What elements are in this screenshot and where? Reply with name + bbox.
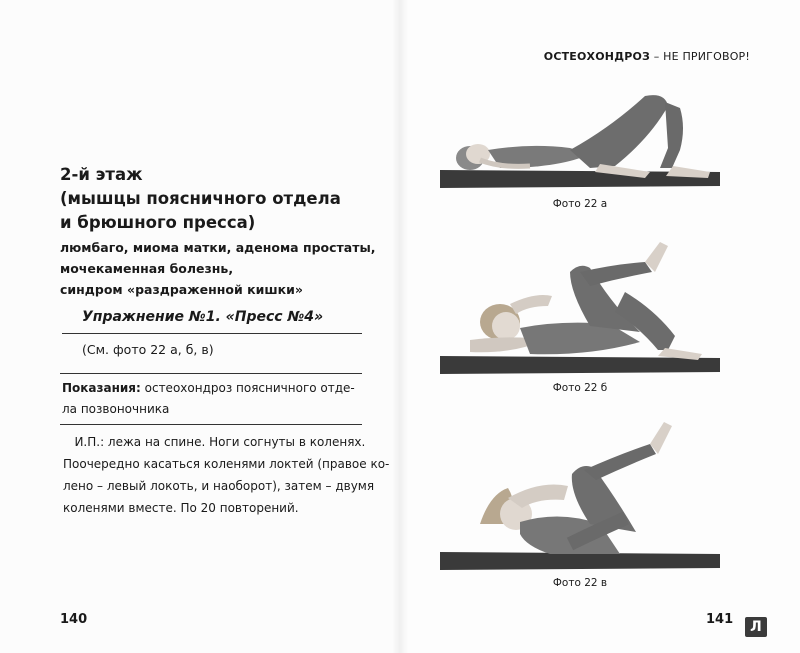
exercise-title-underline [62,333,362,334]
description-line: Поочередно касаться коленями локтей (правое ко- [63,457,390,471]
description-line: лено – левый локоть, и наоборот), затем – двумя [63,479,375,493]
exercise-description [63,431,390,519]
publisher-logo: Л [745,617,767,637]
indications-text [60,374,362,424]
description-line: И.П.: лежа на спине. Ноги согнуты в коленях. [63,435,366,449]
exercise-title-text: Упражнение №1. «Пресс №4» [82,309,324,325]
chapter-title-line: 2-й этаж [60,165,143,184]
indications-label: Показания: [62,381,141,395]
exercise-photo-illustration [440,414,720,574]
description-line: коленями вместе. По 20 повторений. [63,501,299,515]
indication-line: мочекаменная болезнь, [60,261,234,276]
chapter-title-line: (мышцы поясничного отдела [60,189,341,208]
indications-line-2: ла позвоночника [62,402,170,416]
page-number-left: 140 [60,612,88,627]
photo-22a [440,88,720,192]
photo-caption-22a: Фото 22 а [552,198,608,210]
book-gutter [392,0,408,653]
exercise-photo-illustration [440,232,720,378]
running-head-bold: ОСТЕОХОНДРОЗ [543,50,651,63]
photo-22b [440,232,720,378]
indication-line: люмбаго, миома матки, аденома простаты, [60,240,376,255]
exercise-mat [440,552,720,570]
photo-caption-22c: Фото 22 в [552,577,608,589]
chapter-title [60,163,360,235]
exercise-title [82,309,323,325]
photo-22c [440,414,720,574]
indications-box [60,373,362,425]
running-head-rest: – НЕ ПРИГОВОР! [650,50,750,63]
see-photo-reference: (См. фото 22 а, б, в) [82,342,214,357]
running-head [544,50,750,63]
chapter-title-line: и брюшного пресса) [60,213,256,232]
exercise-photo-illustration [440,88,720,192]
exercise-mat [440,356,720,374]
page-number-right: 141 [706,612,734,627]
indications-bottom-rule [60,424,362,425]
indication-line: синдром «раздраженной кишки» [60,282,303,297]
photo-caption-22b: Фото 22 б [552,382,608,394]
indications-line-1: остеохондроз поясничного отде- [140,381,355,395]
chapter-indications [60,237,380,300]
